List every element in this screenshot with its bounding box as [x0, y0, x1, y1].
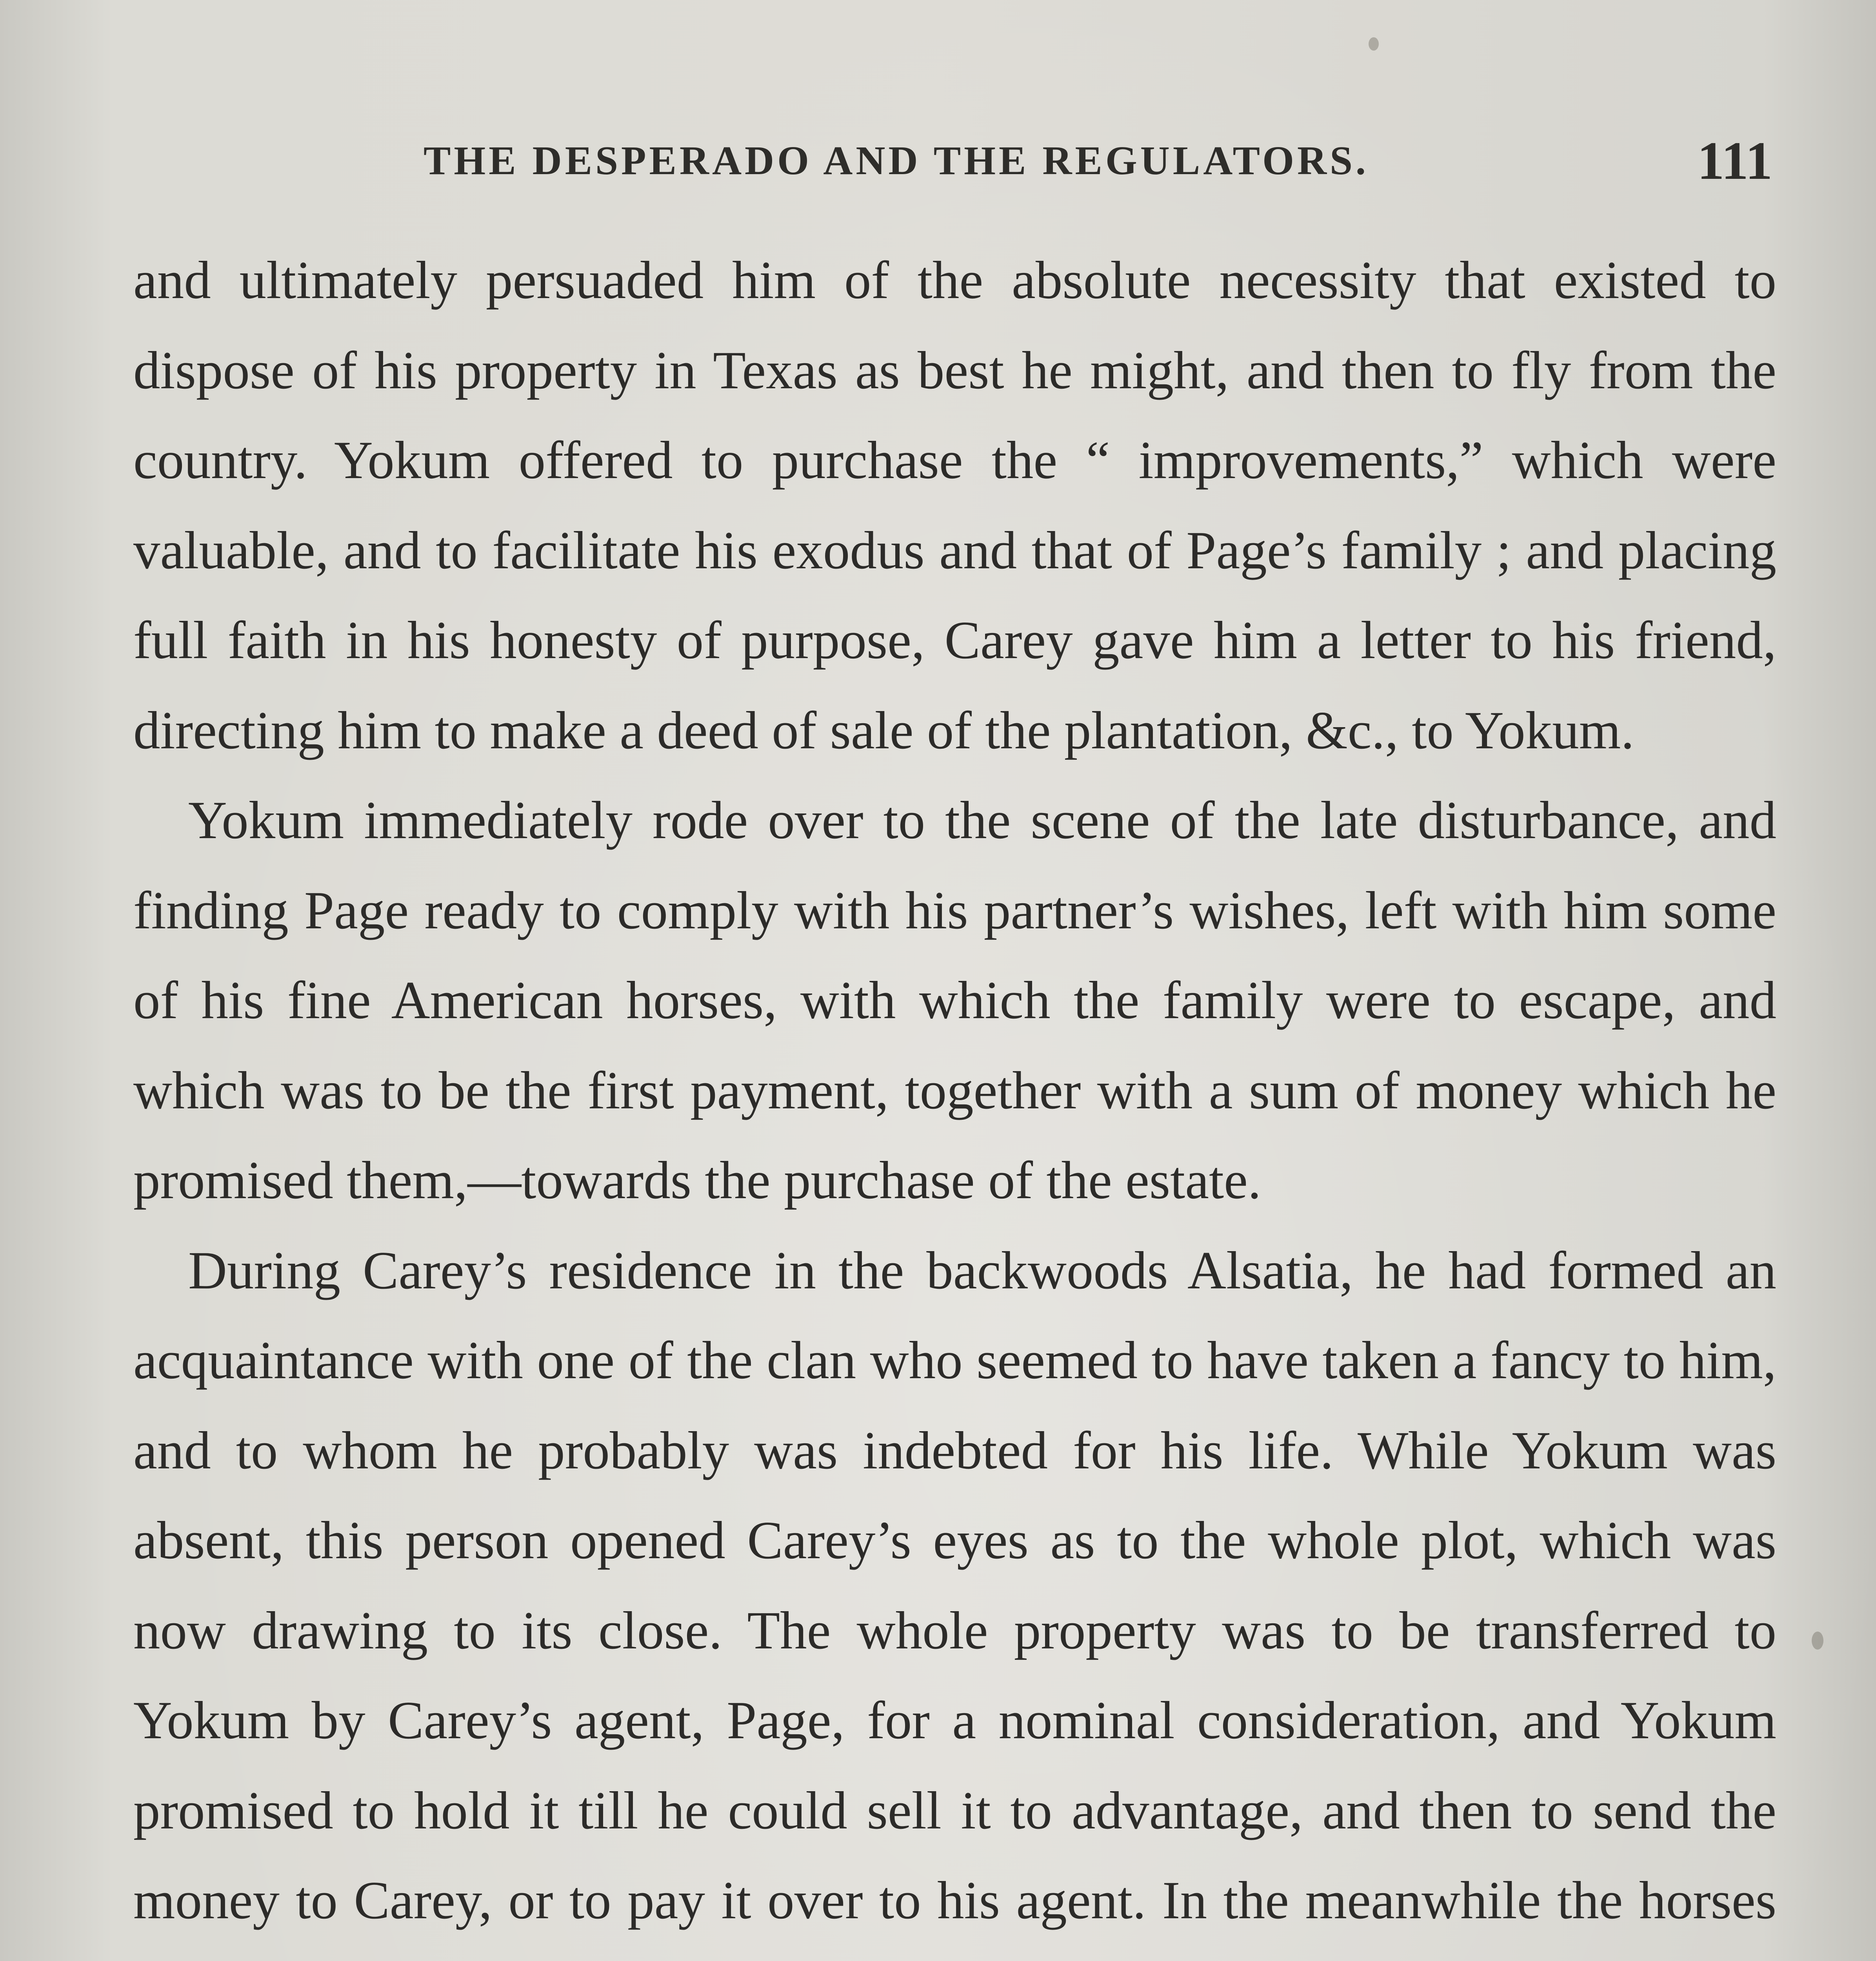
- paragraph: During Carey’s residence in the backwoods Alsatia, he had formed an acquaintance with one of the clan who seemed to have taken a fancy to him, and to whom he probably was indebted for his life. While Yokum was absent, this person opened Carey’s eyes as to the whole plot, which was now drawing to its close. The whole property was to be transferred to Yokum by Carey’s agent, Page, for a nominal consideration, and Yokum promised to hold it till he could sell it to advantage, and then to send the money to Carey, or to pay it over to his agent. In the meanwhile the horses: [133, 1240, 1776, 1930]
- body-text: [133, 235, 1776, 1961]
- paragraph: and ultimately persuaded him of the absolute necessity that existed to dispose of his property in Texas as best he might, and then to fly from the country. Yokum offered to purchase the “ improvements,” which were valuable, and to facilitate his exodus and that of Page’s family ; and placing full faith in his honesty of purpose, Carey gave him a letter to his friend, directing him to make a deed of sale of the plantation, &c., to Yokum.: [133, 250, 1776, 760]
- paragraph: Yokum immediately rode over to the scene of the late disturbance, and finding Page ready to comply with his partner’s wishes, left with him some of his fine American horses, with which the family were to escape, and which was to be the first payment, together with a sum of money which he promised them,—towards the purchase of the estate.: [133, 790, 1776, 1210]
- paper-speck: [1369, 37, 1379, 51]
- page-header: [133, 129, 1772, 192]
- running-title: THE DESPERADO AND THE REGULATORS.: [424, 138, 1369, 183]
- paper-speck: [1812, 1632, 1823, 1650]
- page-number: 111: [1697, 131, 1772, 191]
